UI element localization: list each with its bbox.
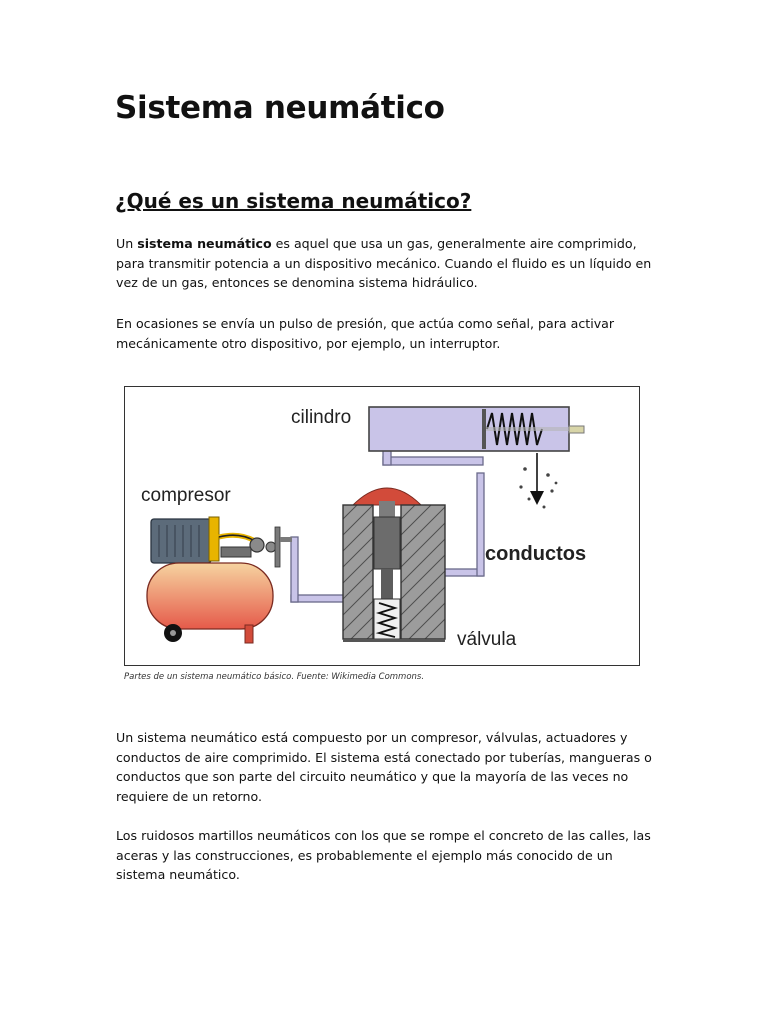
- paragraph-pressure-pulse: En ocasiones se envía un pulso de presión, que actúa como señal, para activar mecánicamente otro dispositivo, por ejemplo, un interruptor.: [116, 316, 615, 351]
- paragraph-definition: [116, 234, 656, 293]
- valve-body-right: [401, 505, 445, 639]
- pneumatic-diagram: [125, 387, 638, 664]
- page-title: Sistema neumático: [115, 90, 445, 126]
- valve-spool: [374, 517, 400, 569]
- paragraph-definition-end: es aquel que usa un gas, generalmente aire comprimido, para transmitir potencia a un dispositivo mecánico. Cuando el fluido es un líquido en vez de un gas, entonces se denomina sistema hidráulico.: [116, 236, 652, 290]
- conduit-vertical-right: [477, 473, 484, 576]
- valve: [343, 488, 445, 642]
- paragraph-components: Un sistema neumático está compuesto por un compresor, válvulas, actuadores y conductos de aire comprimido. El sistema está conectado por tuberías, mangueras o conductos que son parte del circuito neumático y que la mayoría de las veces no requiere de un retorno.: [116, 730, 652, 804]
- section-heading: ¿Qué es un sistema neumático?: [115, 189, 472, 213]
- compressor-motor: [151, 519, 211, 563]
- conduit-top: [383, 457, 483, 465]
- pneumatic-system-figure: [124, 386, 640, 666]
- compressor: [147, 517, 292, 643]
- label-cilindro: cilindro: [291, 407, 352, 428]
- label-compresor: compresor: [141, 485, 231, 506]
- paragraph-definition-bold-term: sistema neumático: [137, 236, 272, 251]
- label-conductos: conductos: [485, 543, 587, 565]
- figure-caption: Partes de un sistema neumático básico. Fuente: Wikimedia Commons.: [124, 672, 425, 682]
- paragraph-example: Los ruidosos martillos neumáticos con los que se rompe el concreto de las calles, las aceras y las construcciones, es probablemente el ejemplo más conocido de un sistema neumático.: [116, 828, 651, 882]
- conduit-compressor-to-valve: [291, 595, 347, 602]
- compressor-tank: [147, 563, 273, 629]
- paragraph-definition-start: Un: [116, 236, 138, 251]
- conduit-vertical-left: [291, 537, 298, 602]
- label-valvula: válvula: [457, 629, 517, 650]
